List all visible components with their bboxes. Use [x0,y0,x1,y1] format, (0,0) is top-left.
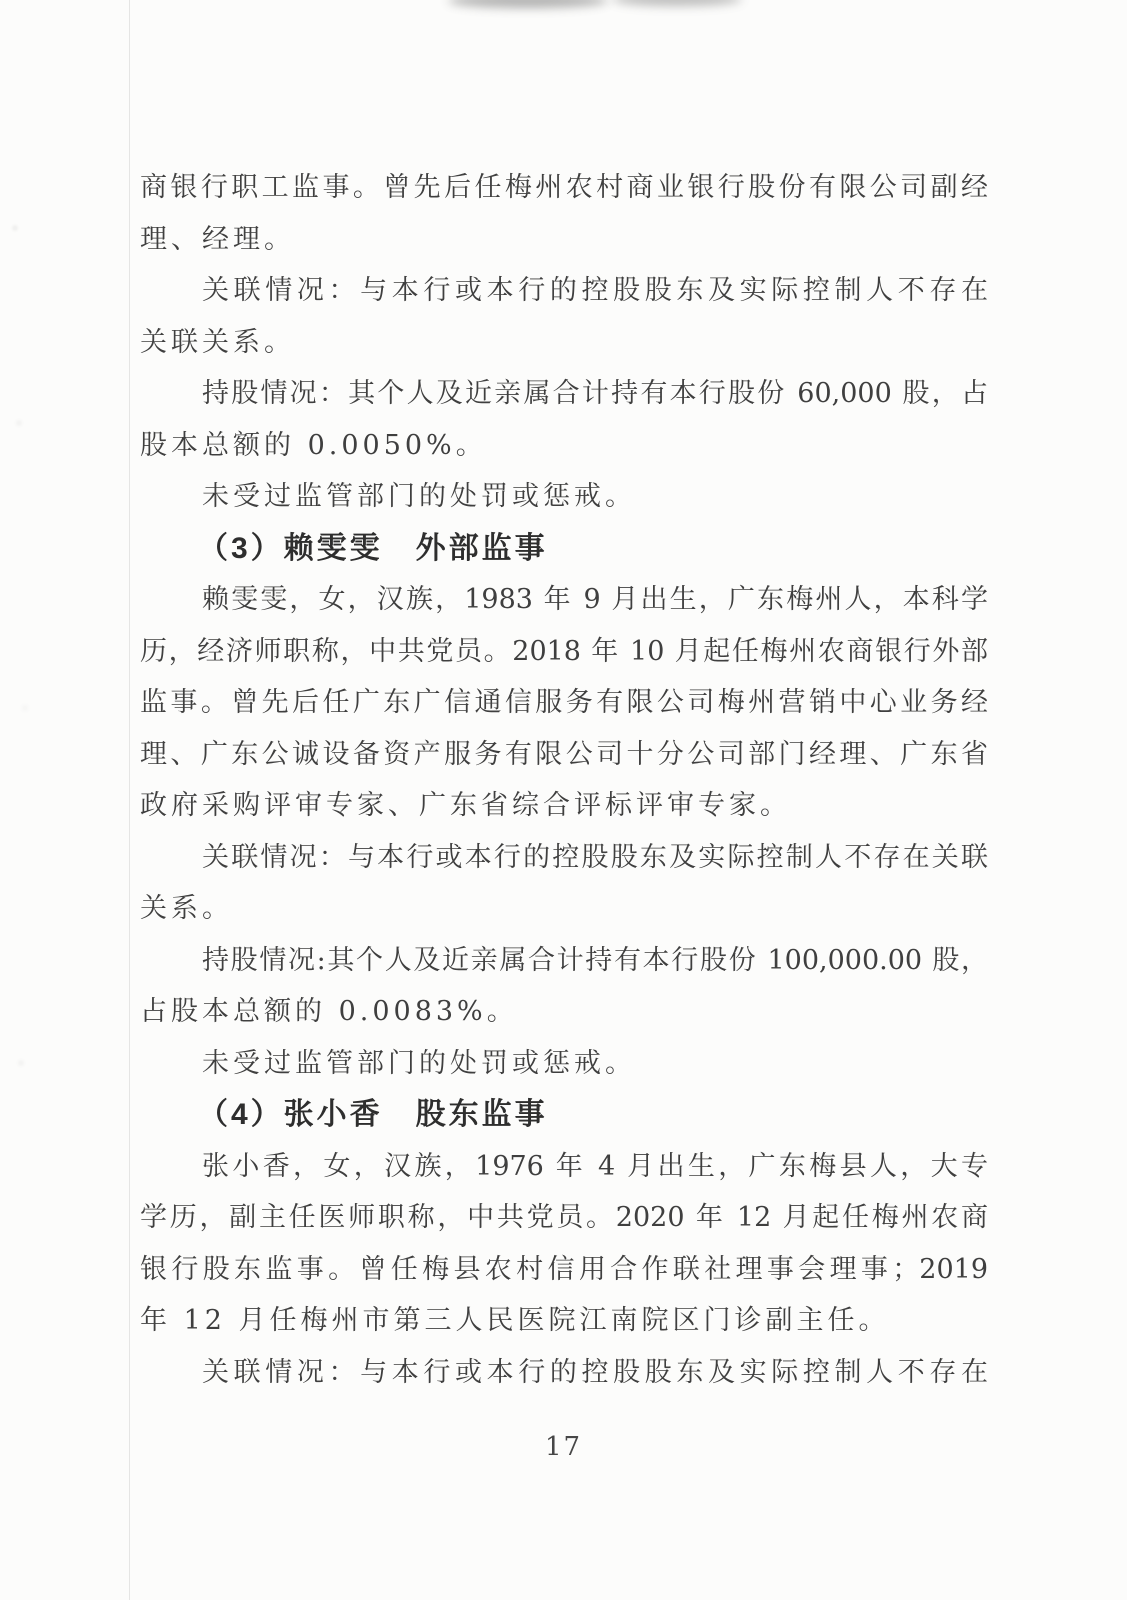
text-line: 未受过监管部门的处罚或惩戒。 [202,1047,636,1079]
text-line: 关联关系。 [140,326,295,358]
text-line: 关联情况：与本行或本行的控股股东及实际控制人不存在 [202,1356,988,1388]
text-line: 理、经理。 [140,223,295,255]
text-line: 监事。曾先后任广东广信通信服务有限公司梅州营销中心业务经 [140,687,988,718]
text-line: 银行股东监事。曾任梅县农村信用合作联社理事会理事；2019 [140,1253,988,1285]
page-number: 17 [544,1432,583,1462]
text-line: 张小香，女，汉族，1976 年 4 月出生，广东梅县人，大专 [202,1150,988,1182]
section-heading: （3）赖雯雯 外部监事 [198,531,548,565]
text-line: 未受过监管部门的处罚或惩戒。 [202,481,636,512]
text-line: 关系。 [140,893,233,924]
text-line: 理、广东公诚设备资产服务有限公司十分公司部门经理、广东省 [140,738,988,770]
text-line: 占股本总额的 0.0083%。 [140,996,518,1027]
scan-speck-artifact [12,225,18,231]
document-body [140,162,988,1398]
text-line: 持股情况:其个人及近亲属合计持有本行股份 100,000.00 股， [202,944,988,976]
text-line: 关联情况：与本行或本行的控股股东及实际控制人不存在关联 [202,841,988,873]
section-heading: （4）张小香 股东监事 [198,1098,548,1131]
text-line: 学历，副主任医师职称，中共党员。2020 年 12 月起任梅州农商 [140,1202,988,1233]
text-line: 赖雯雯，女，汉族，1983 年 9 月出生，广东梅州人，本科学 [202,584,988,615]
text-line: 年 12 月任梅州市第三人民医院江南院区门诊副主任。 [140,1305,890,1336]
text-line: 政府采购评审专家、广东省综合评标评审专家。 [140,790,791,821]
text-line: 关联情况：与本行或本行的控股股东及实际控制人不存在 [202,275,988,306]
text-line: 股本总额的 0.0050%。 [140,429,487,461]
text-line: 历，经济师职称，中共党员。2018 年 10 月起任梅州农商银行外部 [140,635,988,667]
scan-margin-line-artifact [129,0,130,1600]
text-line: 持股情况：其个人及近亲属合计持有本行股份 60,000 股，占 [202,378,988,409]
scan-smudge-artifact [612,0,742,6]
text-line: 商银行职工监事。曾先后任梅州农村商业银行股份有限公司副经 [140,172,988,203]
scan-smudge-artifact [448,0,608,8]
